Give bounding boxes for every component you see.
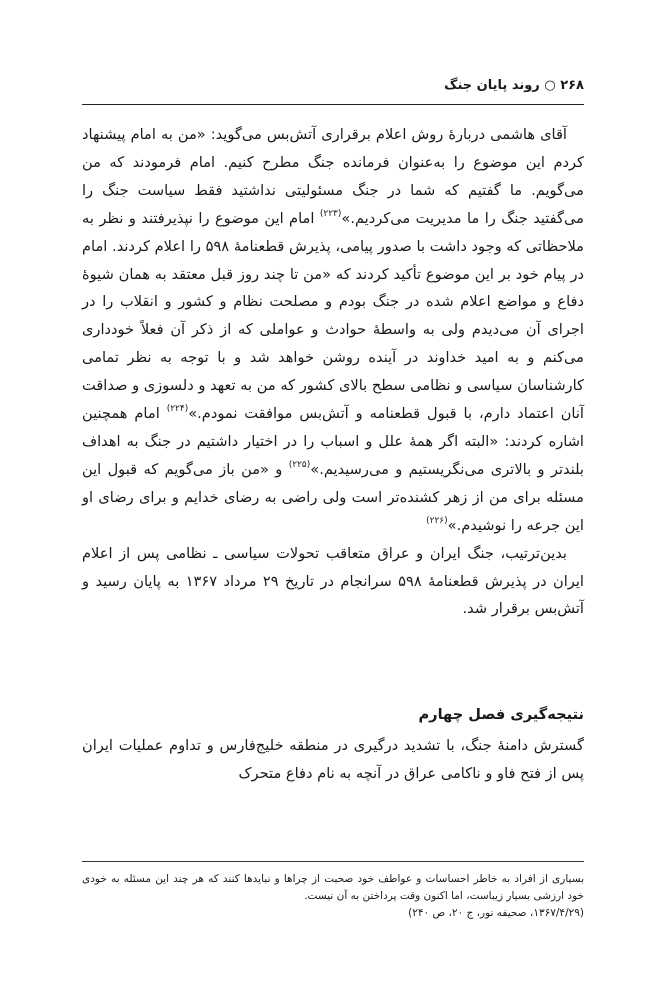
running-title: روند پایان جنگ — [444, 78, 540, 93]
header-rule — [82, 104, 584, 105]
footnote-text: بسیاری از افراد به خاطر احساسات و عواطف خود صحبت از چراها و نبایدها کنند که هر چند این مسئله به خودی خود ارزشی بسیار زیباست، اما اکنون وقت پرداختن به آن نیست. — [82, 873, 584, 902]
paragraph-conclusion — [82, 540, 584, 624]
page-number: ۲۶۸ — [560, 78, 584, 93]
section-heading: نتیجه‌گیری فصل چهارم — [418, 706, 584, 723]
text-segment: امام همچنین اشاره کردند: «البته اگر همهٔ علل و اسباب را در اختیار داشتیم در جنگ به اهداف بلندتر و بالاتری می‌نگریستیم و می‌رسیدیم.» — [82, 405, 584, 478]
reference-225: (۲۲۵) — [288, 459, 311, 470]
running-header — [82, 78, 584, 100]
section-body — [82, 732, 584, 788]
section-paragraph: گسترش دامنهٔ جنگ، با تشدید درگیری در منطقه خلیج‌فارس و تداوم عملیات ایران پس از فتح فاو و ناکامی عراق در آنچه به نام دفاع متحرک — [82, 737, 584, 782]
paragraph-quote — [82, 121, 584, 540]
footnote-citation: (۱۳۶۷/۴/۲۹، صحیفه نور، ج ۲۰، ص ۲۴۰) — [408, 907, 584, 919]
body-text — [82, 121, 584, 623]
text-segment: و «من باز می‌گویم که قبول این مسئله برای من از زهر کشنده‌تر است ولی راضی به رضای خدایم و برای رضای او این جرعه را نوشیدم.» — [82, 460, 584, 534]
text-segment: امام این موضوع را نپذیرفتند و نظر به ملاحظاتی که وجود داشت با صدور پیامی، پذیرش قطعنامهٔ ۵۹۸ را اعلام کردند. امام در پیام خود بر این موضوع تأکید کردند که «من تا چند روز قبل معتقد به همان شیوهٔ دفاع و مواضع اعلام شده در جنگ بودم و مصلحت نظام و کشور و انقلاب را در اجرای آن می‌دیدم ولی به واسطهٔ حوادث و عواملی که از ذکر آن فعلاً خودداری می‌کنم و به امید خداوند در آینده روشن خواهد شد و با توجه به نظر تمامی کارشناسان سیاسی و نظامی سطح بالای کشور که من به تعهد و دلسوزی و صداقت آنان اعتماد دارم، با قبول قطعنامه و آتش‌بس موافقت نمودم.» — [82, 209, 584, 423]
footnote-block — [82, 871, 584, 922]
reference-223: (۲۲۳) — [319, 208, 342, 219]
text-segment: آقای هاشمی دربارهٔ روش اعلام برقراری آتش‌بس می‌گوید: «من به امام پیشنهاد کردم این موضوع را به‌عنوان فرمانده جنگ مطرح کنیم. امام فرمودند که من می‌گویم. ما گفتیم که شما در جنگ مسئولیتی نداشتید فقط سیاست جنگ را می‌گفتید جنگ را ما مدیریت می‌کردیم.» — [82, 126, 584, 227]
reference-226: (۲۲۶) — [426, 515, 448, 526]
separator-circle: ○ — [544, 78, 556, 93]
reference-224: (۲۲۴) — [166, 404, 189, 415]
footnote-rule — [82, 861, 584, 862]
text-segment: بدین‌ترتیب، جنگ ایران و عراق متعاقب تحولات سیاسی ـ نظامی پس از اعلام ایران در پذیرش قطعنامهٔ ۵۹۸ سرانجام در تاریخ ۲۹ مرداد ۱۳۶۷ به پایان رسید و آتش‌بس برقرار شد. — [82, 544, 584, 618]
